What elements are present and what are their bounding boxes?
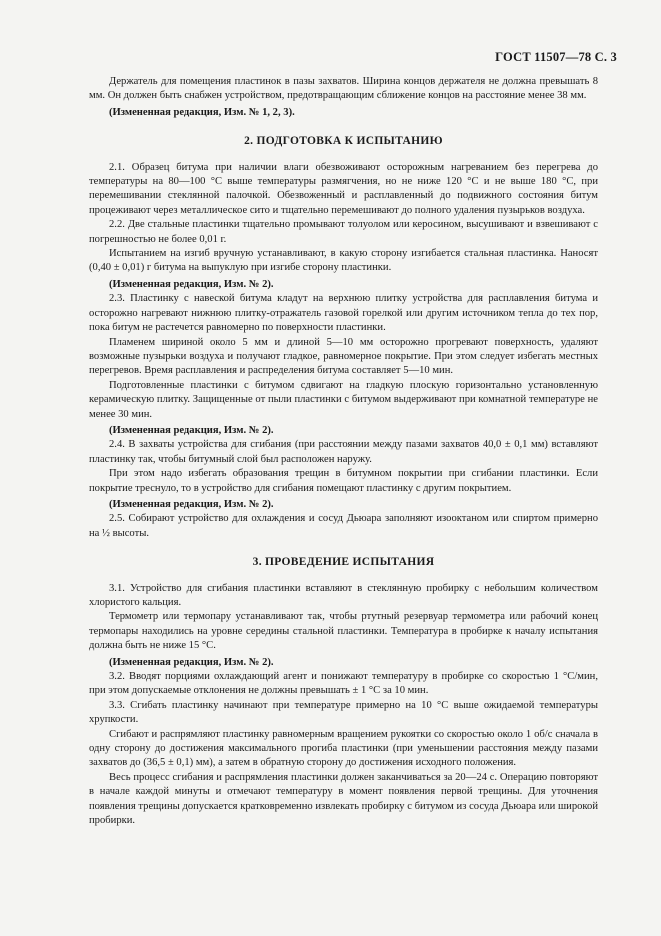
paragraph-3-1-cont: Термометр или термопару устанавливают так, чтобы ртутный резервуар термометра или рабочий конец термопары находились на уровне середины стальной пластинки. Температура в пробирке к началу испытания должна быть не ниже 15 °С.: [89, 611, 598, 652]
paragraph-3-3: 3.3. Сгибать пластинку начинают при температуре примерно на 10 °С выше ожидаемой температуры хрупкости.: [89, 699, 598, 726]
edit-note: (Измененная редакция, Изм. № 2).: [109, 656, 274, 668]
edit-note: (Измененная редакция, Изм. № 2).: [109, 498, 274, 510]
edit-note: (Измененная редакция, Изм. № 2).: [109, 278, 274, 290]
paragraph-2-4-cont: При этом надо избегать образования трещин в битумном покрытии при сгибании пластинки. Если покрытие треснуло, то в устройство для сгибания помещают пластинку с другим покрытием.: [89, 468, 598, 494]
paragraph: Держатель для помещения пластинок в пазы захватов. Ширина концов держателя не должна превышать 8 мм. Он должен быть снабжен устройством, предотвращающим сближение концов на расстояние менее 38 мм.: [89, 76, 598, 102]
paragraph-2-2-cont: Испытанием на изгиб вручную устанавливают, в какую сторону изгибается стальная пластинка. Наносят (0,40 ± 0,01) г битума на выпуклую при изгибе сторону пластинки.: [89, 248, 598, 274]
paragraph-3-1: 3.1. Устройство для сгибания пластинки вставляют в стеклянную пробирку с небольшим количеством хлористого кальция.: [89, 582, 598, 608]
paragraph-2-3-cont: Пламенем шириной около 5 мм и длиной 5—10 мм осторожно прогревают поверхность, удаляют возможные пузырьки воздуха и получают гладкое, равномерное покрытие. При этом следует избегать местных перегревов. Время расплавления и распределения битума составляет 5—10 мин.: [89, 336, 598, 377]
document-body: [89, 75, 598, 829]
paragraph-2-2: 2.2. Две стальные пластинки тщательно промывают толуолом или керосином, высушивают и взвешивают с погрешностью не более 0,01 г.: [89, 219, 598, 245]
paragraph-3-3-cont2: Весь процесс сгибания и распрямления пластинки должен заканчиваться за 20—24 с. Операцию повторяют в начале каждой минуты и отмечают температуру в момент появления первой трещины. Для уточнения появления трещины допускается кратковременно извлекать пробирку с битумом из сосуда Дьюара или широкой пробирки.: [89, 771, 598, 827]
paragraph-2-3-cont2: Подготовленные пластинки с битумом сдвигают на гладкую плоскую горизонтально установленную керамическую плитку. Защищенные от пыли пластинки с битумом выдерживают при комнатной температуре не менее 30 мин.: [89, 379, 598, 420]
paragraph-2-5: 2.5. Собирают устройство для охлаждения и сосуд Дьюара заполняют изооктаном или спиртом примерно на ½ высоты.: [89, 513, 598, 539]
section-3-title: 3. ПРОВЕДЕНИЕ ИСПЫТАНИЯ: [252, 556, 435, 569]
paragraph-3-3-cont: Сгибают и распрямляют пластинку равномерным вращением рукоятки со скоростью около 1 об/с сначала в одну сторону до достижения максимального прогиба пластинки (при уменьшении расстояния между пазами захватов до (36,5 ± 0,1) мм), а затем в обратную сторону до достижения исходного положения.: [89, 728, 598, 769]
edit-note: (Измененная редакция, Изм. № 1, 2, 3).: [109, 106, 295, 118]
paragraph-2-1: 2.1. Образец битума при наличии влаги обезвоживают осторожным нагреванием без перегрева до температуры на 80—100 °С выше температуры размягчения, но не ниже 120 °С и не выше 180 °С, при перемешивании стеклянной палочкой. Обезвоженный и расплавленный до подвижного состояния битум процеживают через металлическое сито и тщательно перемешивают до полного удаления пузырьков воздуха.: [89, 161, 598, 216]
section-2-title: 2. ПОДГОТОВКА К ИСПЫТАНИЮ: [244, 135, 443, 148]
edit-note: (Измененная редакция, Изм. № 2).: [109, 424, 274, 436]
paragraph-2-3: 2.3. Пластинку с навеской битума кладут на верхнюю плитку устройства для расплавления битума и осторожно нагревают нижнюю плитку-отражатель газовой горелкой или другим источником тепла до тех пор, пока битум не растечется равномерно по поверхности пластинки.: [89, 293, 598, 334]
page-header: ГОСТ 11507—78 С. 3: [495, 50, 617, 64]
paragraph-2-4: 2.4. В захваты устройства для сгибания (при расстоянии между пазами захватов 40,0 ± 0,1 мм) вставляют пластинку так, чтобы битумный слой был расположен наружу.: [89, 439, 598, 465]
paragraph-3-2: 3.2. Вводят порциями охлаждающий агент и понижают температуру в пробирке со скоростью 1 °С/мин, при этом допускаемые отклонения не должны превышать ± 1 °С за 10 мин.: [89, 671, 598, 697]
